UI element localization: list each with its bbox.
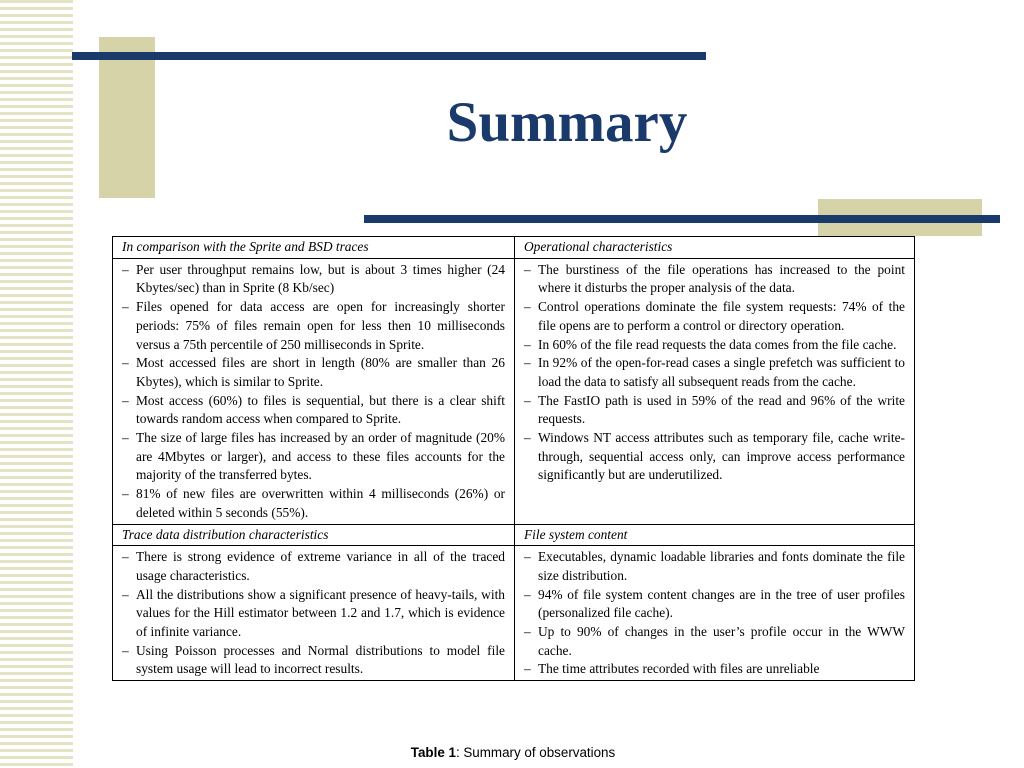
observation-text: In 92% of the open-for-read cases a single prefetch was sufficient to load the data to satisfy all subsequent reads from the cache.	[538, 355, 905, 389]
section-header-row	[113, 237, 915, 259]
dash-bullet: –	[524, 661, 531, 677]
observation-item	[122, 298, 505, 354]
observation-text: The time attributes recorded with files are unreliable	[538, 661, 820, 677]
observation-item	[524, 548, 905, 585]
section-header: Trace data distribution characteristics	[113, 524, 515, 546]
observation-item	[524, 261, 905, 298]
section-header: File system content	[515, 524, 915, 546]
observation-text: Per user throughput remains low, but is about 3 times higher (24 Kbytes/sec) than in Sprite (8 Kb/sec)	[136, 261, 505, 296]
section-body-row	[113, 258, 915, 524]
observation-item	[524, 298, 905, 335]
observation-text: 94% of file system content changes are in the tree of user profiles (personalized file cache).	[538, 586, 905, 621]
observation-cell	[515, 258, 915, 524]
dash-bullet: –	[524, 261, 531, 277]
dash-bullet: –	[122, 261, 129, 277]
section-header-row	[113, 524, 915, 546]
observation-item	[122, 392, 505, 429]
observation-text: Using Poisson processes and Normal distributions to model file system usage will lead to incorrect results.	[136, 642, 505, 677]
observations-table	[112, 236, 915, 681]
observation-text: Files opened for data access are open for increasingly shorter periods: 75% of files remain open for less then 10 milliseconds versus a 75th percentile of 250 milliseconds in Sprite.	[136, 299, 505, 352]
observation-text: Control operations dominate the file system requests: 74% of the file opens are to perform a control or directory operation.	[538, 299, 905, 333]
observation-item	[524, 623, 905, 660]
dash-bullet: –	[122, 586, 129, 602]
decorative-stripes	[0, 0, 73, 768]
observation-item	[524, 392, 905, 429]
observation-text: There is strong evidence of extreme variance in all of the traced usage characteristics.	[136, 549, 505, 583]
observation-item	[122, 586, 505, 642]
dash-bullet: –	[524, 624, 531, 640]
observation-item	[122, 429, 505, 485]
decorative-bar-top	[72, 52, 706, 60]
dash-bullet: –	[122, 299, 129, 315]
dash-bullet: –	[524, 299, 531, 315]
dash-bullet: –	[524, 430, 531, 446]
observation-text: All the distributions show a significant presence of heavy-tails, with values for the Hill estimator between 1.2 and 1.7, which is evidence of infinite variance.	[136, 586, 505, 640]
section-body-row	[113, 546, 915, 681]
dash-bullet: –	[524, 586, 531, 602]
dash-bullet: –	[122, 355, 129, 371]
caption-label: Table 1	[410, 745, 456, 760]
dash-bullet: –	[122, 549, 129, 565]
observation-item	[122, 642, 505, 679]
observation-text: 81% of new files are overwritten within 4 milliseconds (26%) or deleted within 5 seconds (55%).	[136, 486, 505, 520]
dash-bullet: –	[524, 392, 531, 408]
observation-text: Executables, dynamic loadable libraries and fonts dominate the file size distribution.	[538, 549, 905, 583]
observation-text: The size of large files has increased by an order of magnitude (20% are 4Mbytes or larger), and access to these files accounts for the majority of the transferred bytes.	[136, 430, 505, 483]
dash-bullet: –	[122, 430, 129, 446]
observation-item	[122, 548, 505, 585]
slide-title: Summary	[446, 91, 688, 154]
caption-text: : Summary of observations	[455, 745, 616, 760]
section-header: In comparison with the Sprite and BSD traces	[113, 237, 515, 259]
observation-cell	[515, 546, 915, 681]
observation-item	[122, 485, 505, 522]
observation-item	[524, 336, 905, 355]
dash-bullet: –	[122, 642, 129, 658]
observation-item	[524, 429, 905, 485]
observation-cell	[113, 258, 515, 524]
table-caption	[112, 745, 914, 760]
observation-item	[524, 586, 905, 623]
observation-item	[122, 261, 505, 298]
observation-text: The FastIO path is used in 59% of the read and 96% of the write requests.	[538, 392, 905, 427]
observation-text: Most accessed files are short in length (80% are smaller than 26 Kbytes), which is similar to Sprite.	[136, 355, 505, 389]
observation-cell	[113, 546, 515, 681]
dash-bullet: –	[524, 355, 531, 371]
observation-text: The burstiness of the file operations has increased to the point where it disturbs the proper analysis of the data.	[538, 261, 905, 296]
dash-bullet: –	[122, 392, 129, 408]
dash-bullet: –	[524, 549, 531, 565]
observation-text: Windows NT access attributes such as temporary file, cache write- through, sequential access only, can improve access performance significantly but are underutilized.	[538, 430, 905, 483]
decorative-block-left	[99, 37, 155, 198]
observation-item	[524, 354, 905, 391]
dash-bullet: –	[122, 486, 129, 502]
observation-text: In 60% of the file read requests the data comes from the file cache.	[538, 336, 897, 352]
observation-item	[122, 354, 505, 391]
dash-bullet: –	[524, 336, 531, 352]
decorative-bar-middle	[364, 215, 1000, 223]
observation-text: Up to 90% of changes in the user’s profile occur in the WWW cache.	[538, 624, 905, 658]
observation-item	[524, 660, 905, 679]
section-header: Operational characteristics	[515, 237, 915, 259]
observation-text: Most access (60%) to files is sequential, but there is a clear shift towards random access when compared to Sprite.	[136, 392, 505, 427]
